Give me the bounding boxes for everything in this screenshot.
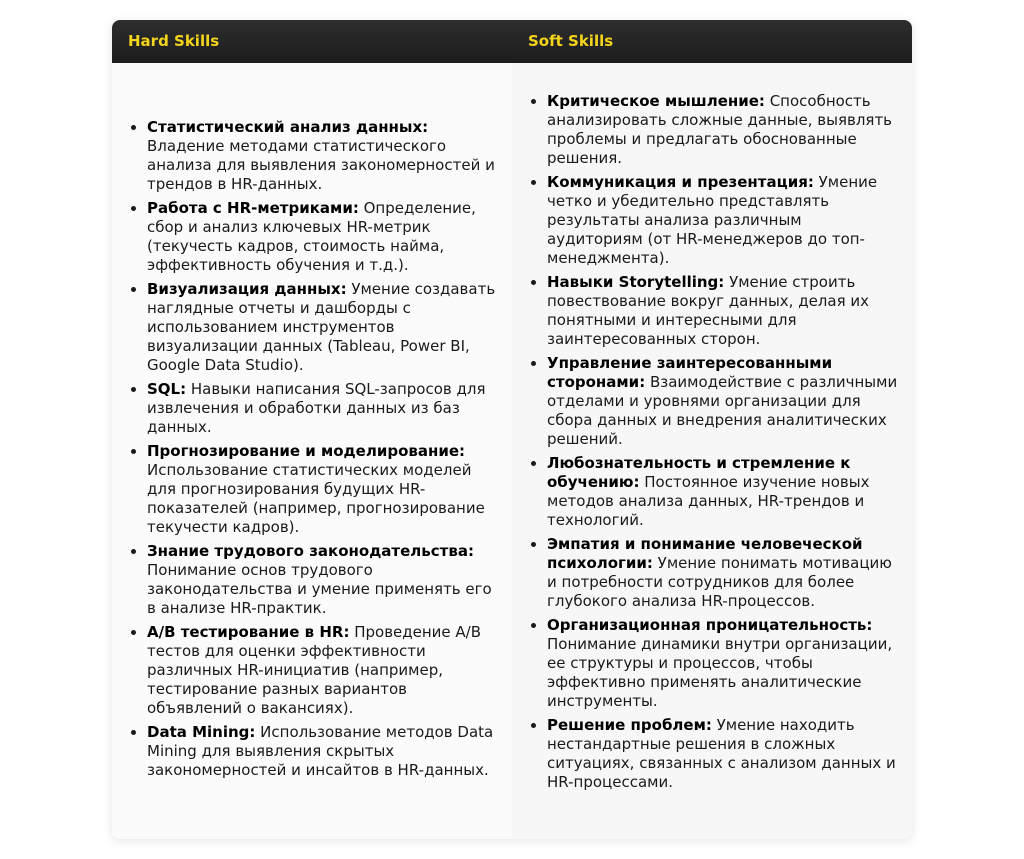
skill-title: Статистический анализ данных: bbox=[147, 117, 429, 136]
skill-description: Умение четко и убедительно представлять результаты анализа различным аудиториям (от HR-менеджеров до топ-менеджмента). bbox=[547, 173, 878, 267]
skill-description: Умение понимать мотивацию и потребности сотрудников для более глубокого анализа HR-процессов. bbox=[547, 554, 892, 610]
hard-skills-column bbox=[112, 63, 512, 839]
list-item bbox=[147, 623, 498, 718]
skills-table bbox=[112, 20, 912, 839]
table-header bbox=[112, 20, 912, 63]
skill-title: Эмпатия и понимание человеческой психологии: bbox=[547, 535, 863, 572]
skill-title: Критическое мышление: bbox=[547, 92, 765, 110]
skill-title: Решение проблем: bbox=[547, 716, 712, 734]
soft-skills-column bbox=[512, 63, 912, 839]
skill-title: Знание трудового законодательства: bbox=[147, 541, 474, 560]
skill-description: Умение находить нестандартные решения в сложных ситуациях, связанных с анализом данных и HR-процессами. bbox=[547, 716, 896, 791]
list-item bbox=[547, 716, 900, 792]
list-item bbox=[147, 118, 498, 194]
skill-title: Коммуникация и презентация: bbox=[547, 173, 814, 191]
skill-title: Организационная проницательность: bbox=[547, 616, 873, 634]
list-item bbox=[547, 173, 900, 268]
skill-description: Определение, сбор и анализ ключевых HR-метрик (текучесть кадров, стоимость найма, эффективность обучения и т.д.). bbox=[147, 198, 476, 274]
skill-description: Постоянное изучение новых методов анализа данных, HR-трендов и технологий. bbox=[547, 473, 870, 529]
skill-description: Взаимодействие с различными отделами и уровнями организации для сбора данных и внедрения аналитических решений. bbox=[547, 373, 898, 448]
skill-title: SQL: bbox=[147, 379, 187, 398]
skill-title: Прогнозирование и моделирование: bbox=[147, 441, 466, 460]
list-item bbox=[147, 280, 498, 375]
list-item bbox=[547, 273, 900, 349]
soft-skills-list bbox=[528, 92, 900, 792]
skill-title: Управление заинтересованными сторонами: bbox=[547, 354, 833, 391]
skill-description: Навыки написания SQL-запросов для извлечения и обработки данных из баз данных. bbox=[147, 379, 486, 436]
skill-description: Способность анализировать сложные данные, выявлять проблемы и предлагать обоснованные решения. bbox=[547, 92, 893, 167]
list-item bbox=[147, 380, 498, 437]
list-item bbox=[147, 199, 498, 275]
list-item bbox=[547, 616, 900, 711]
list-item bbox=[147, 542, 498, 618]
skill-title: Data Mining: bbox=[147, 722, 256, 741]
skill-description: Проведение A/B тестов для оценки эффективности различных HR-инициатив (например, тестирование разных вариантов объявлений о вакансиях). bbox=[147, 622, 482, 717]
list-item bbox=[147, 442, 498, 537]
skill-description: Умение создавать наглядные отчеты и дашборды с использованием инструментов визуализации данных (Tableau, Power BI, Google Data Studio). bbox=[147, 279, 496, 374]
list-item bbox=[547, 454, 900, 530]
skill-title: Навыки Storytelling: bbox=[547, 273, 725, 291]
skill-description: Владение методами статистического анализа для выявления закономерностей и трендов в HR-данных. bbox=[147, 136, 495, 193]
skill-description: Понимание основ трудового законодательства и умение применять его в анализе HR-практик. bbox=[147, 560, 492, 617]
skill-title: Визуализация данных: bbox=[147, 279, 347, 298]
list-item bbox=[547, 354, 900, 449]
table-body bbox=[112, 63, 912, 839]
skill-title: Любознательность и стремление к обучению: bbox=[547, 454, 851, 491]
header-soft-skills: Soft Skills bbox=[528, 32, 614, 50]
list-item bbox=[547, 92, 900, 168]
hard-skills-list bbox=[128, 118, 498, 785]
skill-title: Работа с HR-метриками: bbox=[147, 198, 359, 217]
skill-description: Использование статистических моделей для прогнозирования будущих HR-показателей (например, прогнозирование текучести кадров). bbox=[147, 460, 485, 536]
list-item bbox=[547, 535, 900, 611]
skill-title: A/B тестирование в HR: bbox=[147, 622, 350, 641]
skill-description: Понимание динамики внутри организации, ее структуры и процессов, чтобы эффективно применять аналитические инструменты. bbox=[547, 635, 893, 710]
header-hard-skills: Hard Skills bbox=[128, 32, 220, 50]
skill-description: Умение строить повествование вокруг данных, делая их понятными и интересными для заинтересованных сторон. bbox=[547, 273, 869, 348]
skill-description: Использование методов Data Mining для выявления скрытых закономерностей и инсайтов в HR-данных. bbox=[147, 722, 494, 779]
list-item bbox=[147, 723, 498, 780]
